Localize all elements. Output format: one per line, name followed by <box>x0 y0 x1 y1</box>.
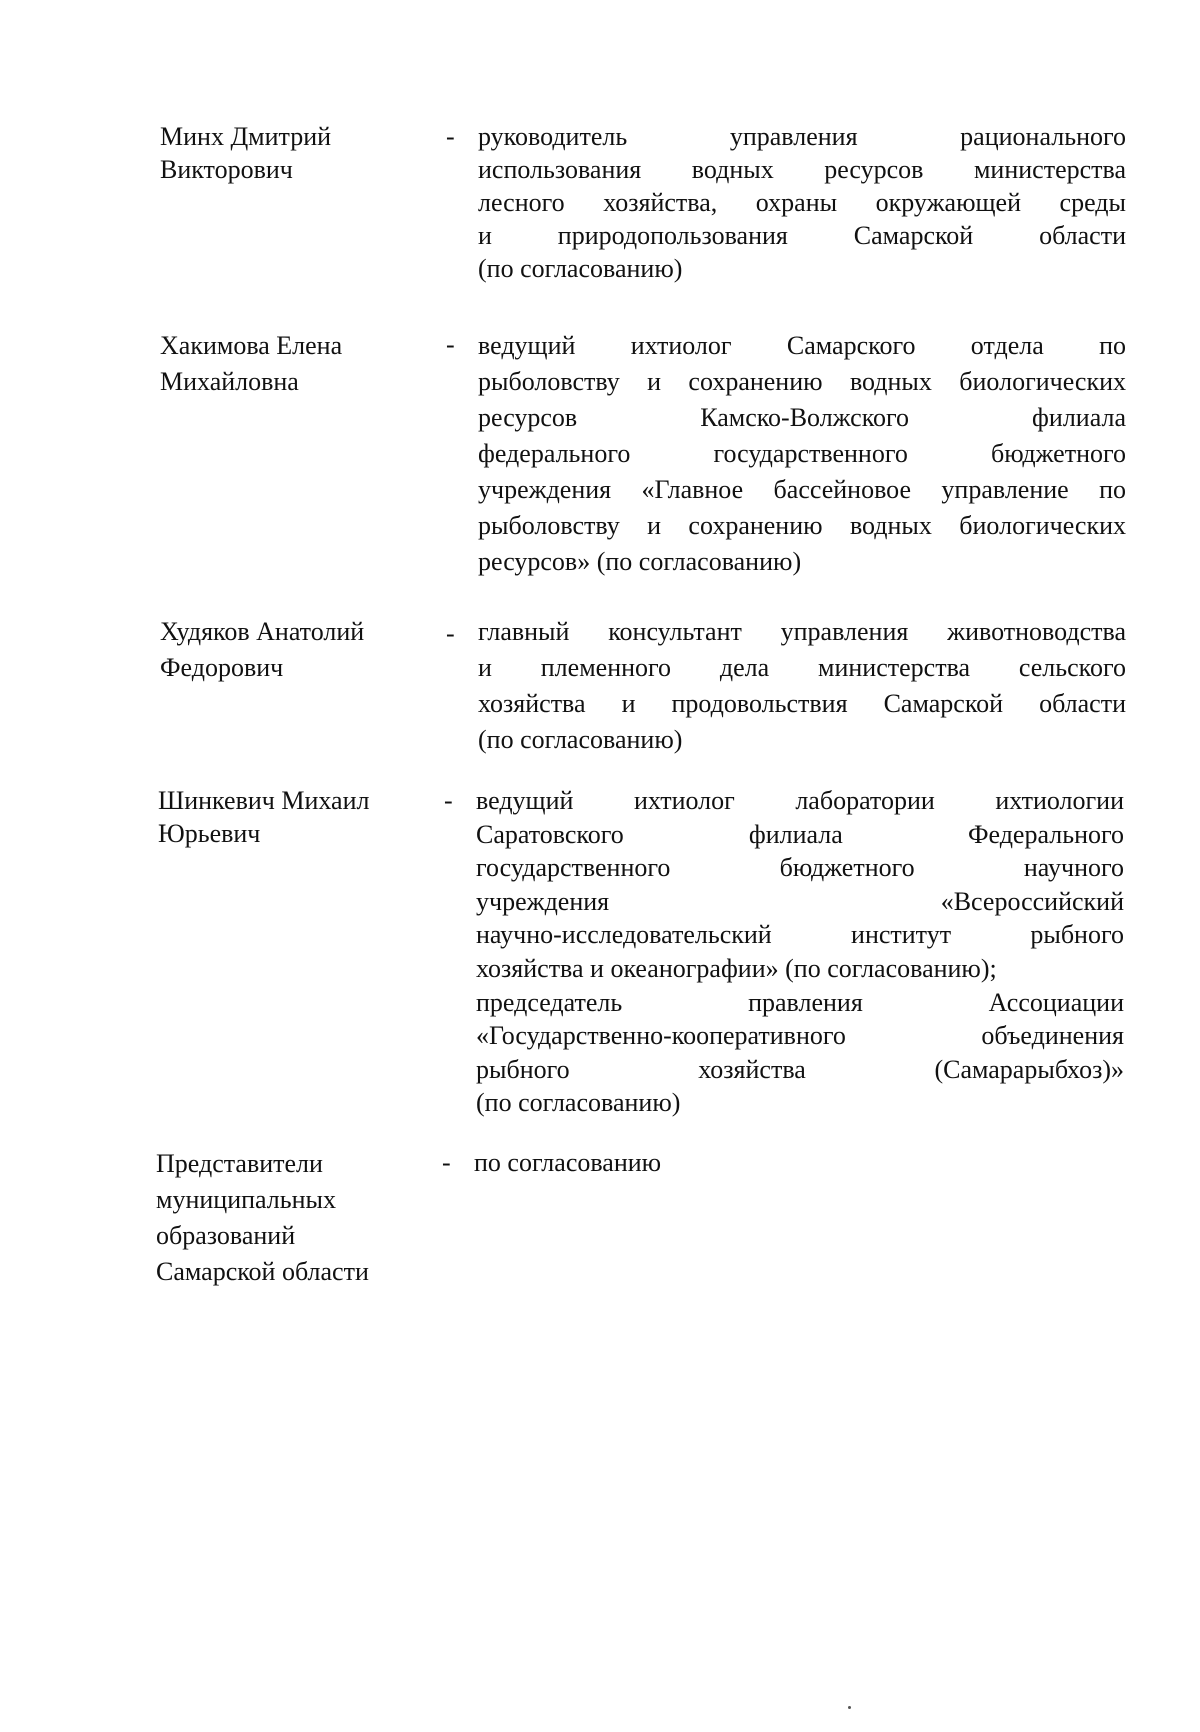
position-line: председатель правления Ассоциации <box>476 987 1124 1017</box>
member-position <box>478 328 1126 580</box>
position-line: «Государственно-кооперативного объединения <box>476 1021 1124 1051</box>
position-line: ресурсов» (по согласованию) <box>478 547 802 576</box>
position-line: ведущий ихтиолог лаборатории ихтиологии <box>476 786 1124 815</box>
position-line: и племенного дела министерства сельского <box>478 653 1126 682</box>
member-name <box>160 120 422 186</box>
position-line: и природопользования Самарской области <box>478 221 1126 250</box>
dash-separator: - <box>442 1148 451 1177</box>
position-line: федерального государственного бюджетного <box>478 439 1126 468</box>
scan-speck <box>848 1706 851 1709</box>
position-line: по согласованию <box>474 1148 662 1177</box>
position-line: рыбного хозяйства (Самарарыбхоз)» <box>476 1054 1124 1084</box>
name-line: Михайловна <box>160 367 299 396</box>
position-line: ведущий ихтиолог Самарского отдела по <box>478 331 1126 360</box>
dash-separator: - <box>446 122 455 151</box>
position-line: рыболовству и сохранению водных биологических <box>478 511 1126 540</box>
position-line: (по согласованию) <box>476 1088 681 1118</box>
member-position <box>476 784 1124 1120</box>
member-name <box>160 328 422 400</box>
position-line: ресурсов Камско-Волжского филиала <box>478 403 1126 432</box>
position-line: (по согласованию) <box>478 725 683 754</box>
member-position <box>474 1146 1122 1179</box>
position-line: учреждения «Главное бассейновое управление по <box>478 475 1126 504</box>
dash-separator: - <box>446 619 455 648</box>
position-line: хозяйства и продовольствия Самарской области <box>478 689 1126 718</box>
name-line: муниципальных <box>156 1185 337 1214</box>
dash-separator: - <box>446 330 455 359</box>
position-line: рыболовству и сохранению водных биологических <box>478 367 1126 396</box>
name-line: Викторович <box>160 155 293 184</box>
name-line: образований <box>156 1221 296 1250</box>
position-line: государственного бюджетного научного <box>476 853 1124 883</box>
name-line: Хакимова Елена <box>160 331 343 360</box>
name-line: Самарской области <box>156 1257 369 1286</box>
name-line: Худяков Анатолий <box>160 617 365 646</box>
dash-separator: - <box>444 786 453 815</box>
position-line: главный консультант управления животноводства <box>478 617 1126 646</box>
member-position <box>478 614 1126 758</box>
member-name <box>158 784 420 850</box>
position-line: научно-исследовательский институт рыбного <box>476 920 1124 950</box>
position-line: Саратовского филиала Федерального <box>476 819 1124 849</box>
name-line: Представители <box>156 1149 323 1178</box>
position-line: хозяйства и океанографии» (по согласованию); <box>476 953 997 983</box>
name-line: Юрьевич <box>158 819 261 848</box>
position-line: использования водных ресурсов министерства <box>478 155 1126 184</box>
member-name <box>156 1146 418 1290</box>
name-line: Шинкевич Михаил <box>158 786 370 815</box>
member-position <box>478 120 1126 285</box>
name-line: Минх Дмитрий <box>160 122 332 151</box>
name-line: Федорович <box>160 653 284 682</box>
position-line: учреждения «Всероссийский <box>476 886 1124 916</box>
position-line: руководитель управления рационального <box>478 122 1126 151</box>
member-name <box>160 614 422 686</box>
position-line: (по согласованию) <box>478 254 683 283</box>
position-line: лесного хозяйства, охраны окружающей среды <box>478 188 1126 217</box>
